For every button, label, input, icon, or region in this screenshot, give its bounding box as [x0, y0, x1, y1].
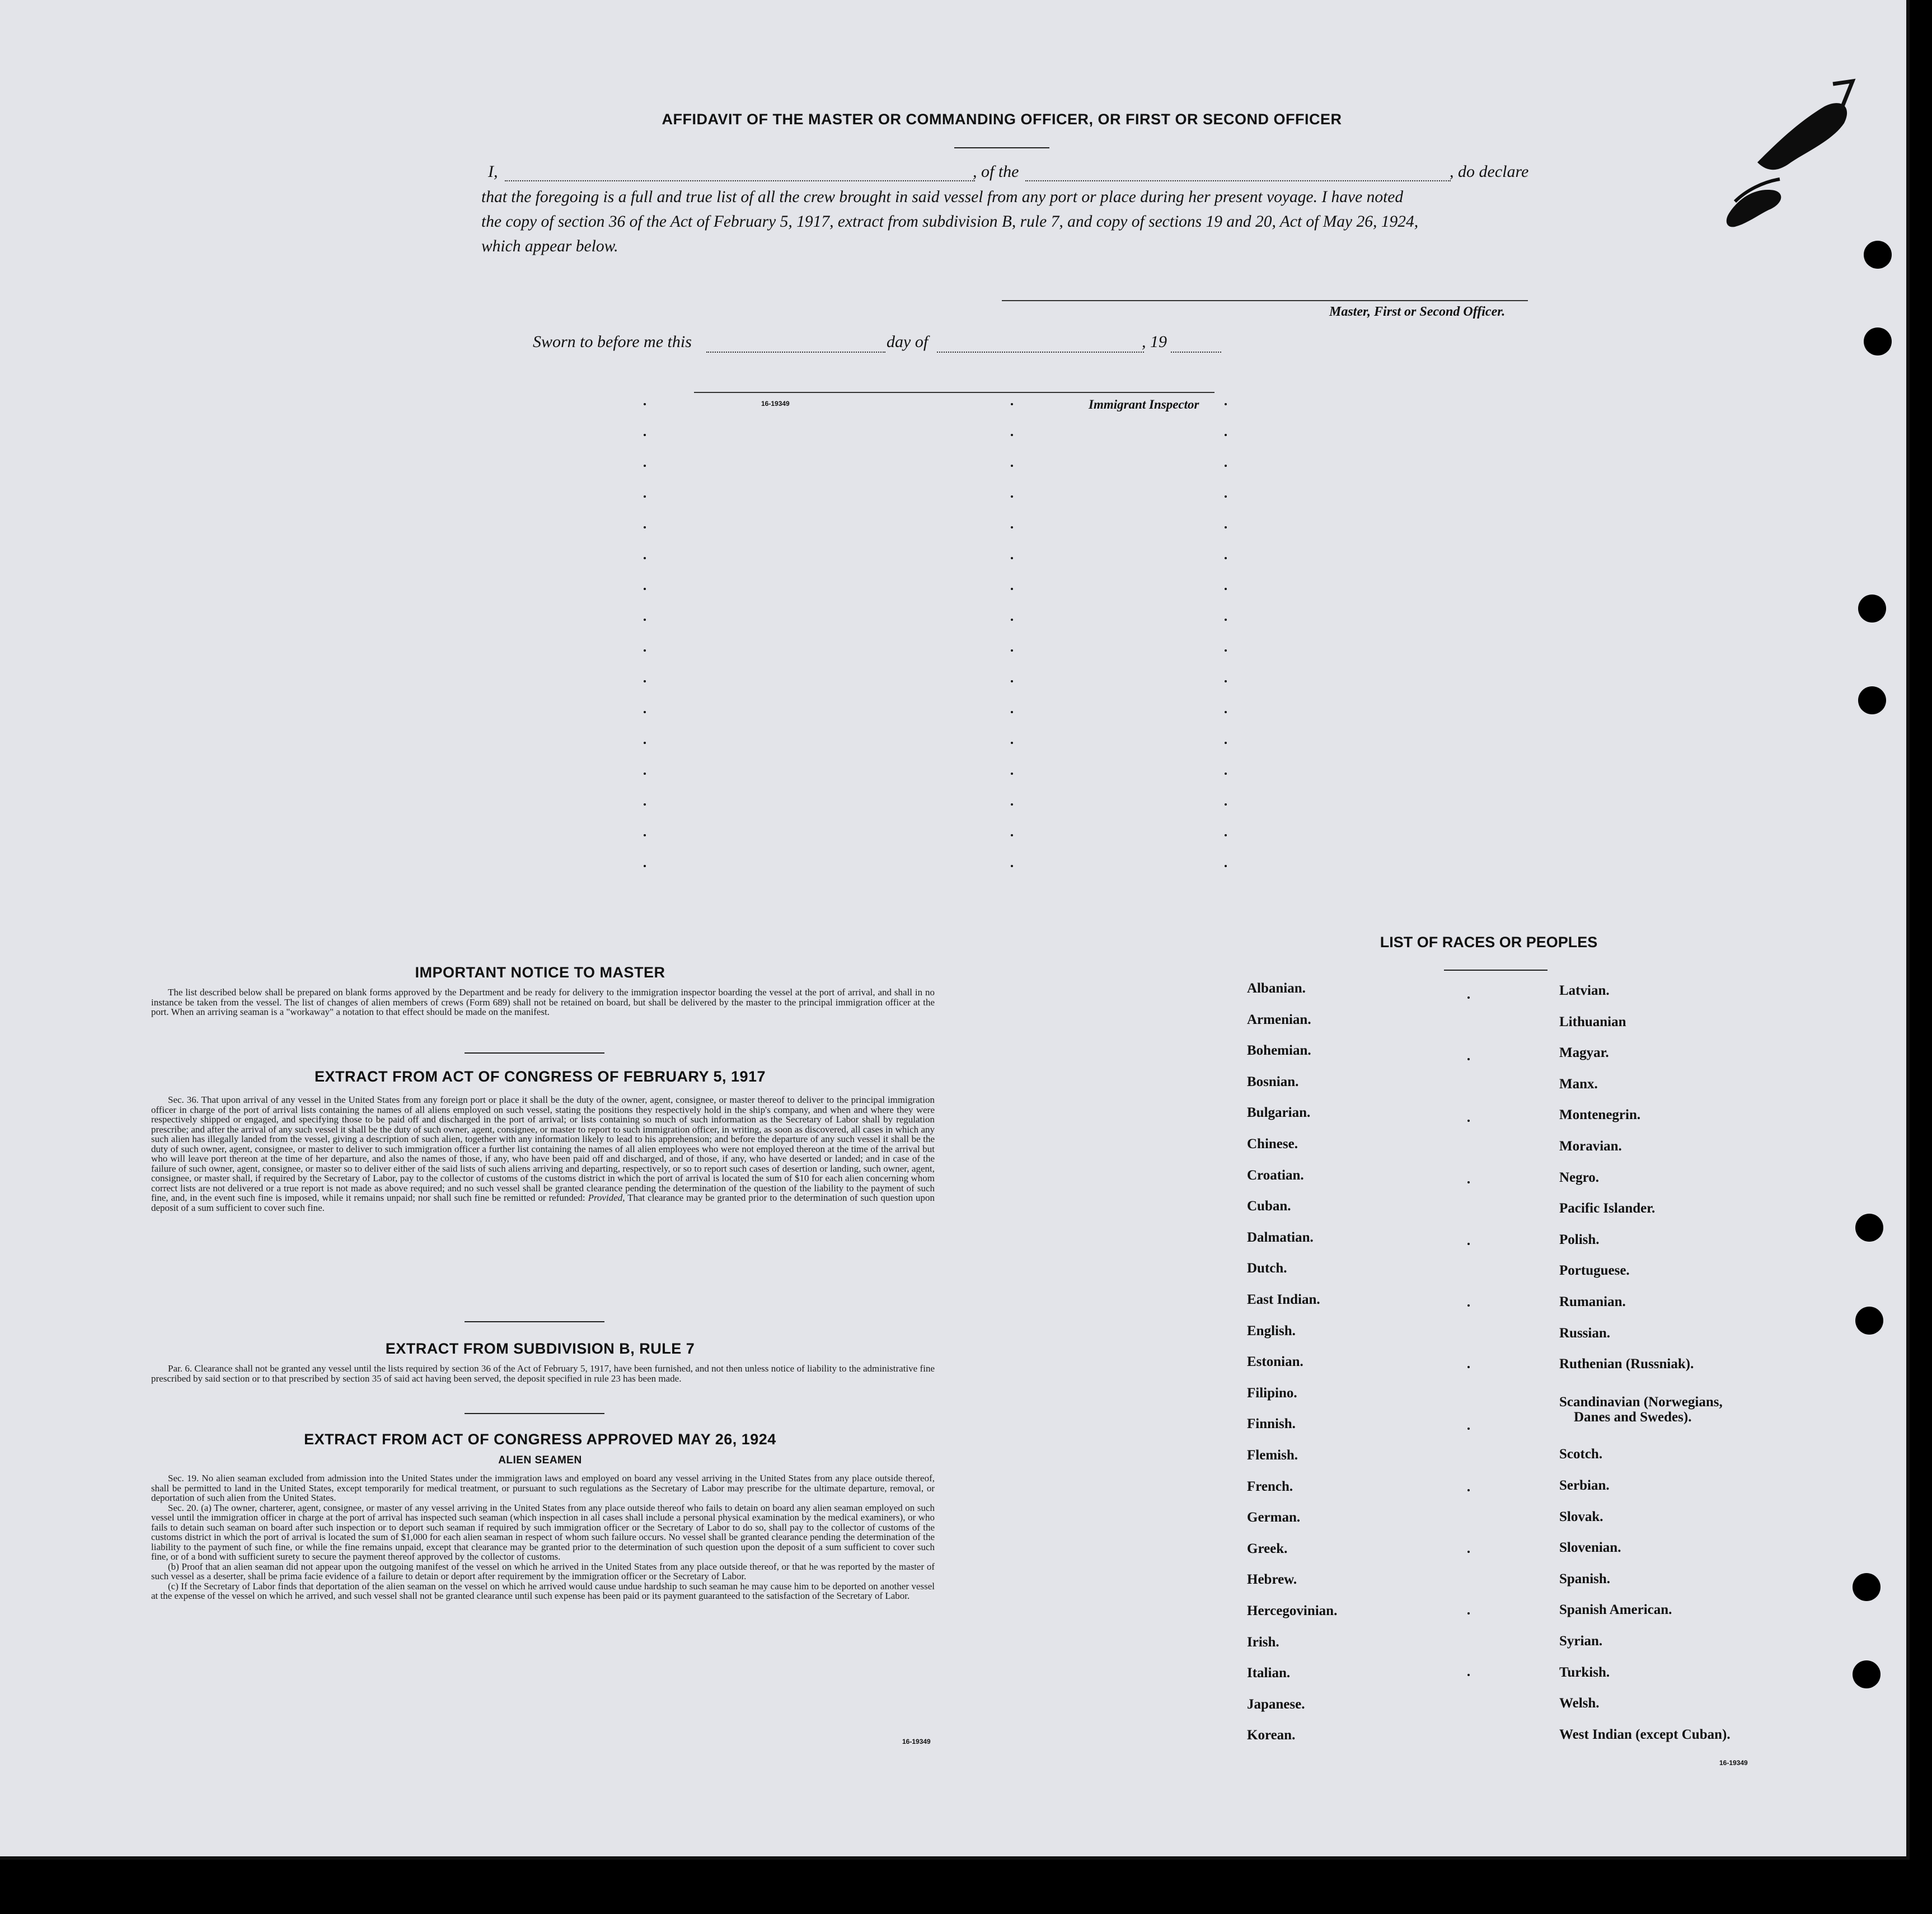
- column-dot: [1011, 803, 1013, 806]
- column-dot: [644, 557, 646, 559]
- race-item: Spanish.: [1559, 1571, 1611, 1587]
- corner-mark: [1827, 78, 1861, 118]
- extract-1924-title: EXTRACT FROM ACT OF CONGRESS APPROVED MAY 26, 1924: [304, 1431, 776, 1448]
- column-dot: [1225, 557, 1227, 559]
- column-dot: [644, 434, 646, 436]
- sworn-day-blank[interactable]: [706, 352, 885, 353]
- race-item: Armenian.: [1247, 1012, 1311, 1027]
- column-dot: [1011, 526, 1013, 528]
- column-dot: [1225, 742, 1227, 744]
- extract-1917-paragraph: [151, 1095, 935, 1213]
- extract-1924-text: [151, 1473, 935, 1601]
- race-item: Estonian.: [1247, 1354, 1303, 1370]
- column-dot: [1011, 495, 1013, 498]
- race-item: Chinese.: [1247, 1136, 1298, 1152]
- extract-1917-text: [151, 1095, 935, 1213]
- column-dot: [644, 649, 646, 652]
- punch-hole: [1858, 686, 1886, 714]
- race-item: Finnish.: [1247, 1416, 1296, 1432]
- column-dot: [644, 865, 646, 867]
- race-item: Bohemian.: [1247, 1043, 1311, 1059]
- rule7-title: EXTRACT FROM SUBDIVISION B, RULE 7: [385, 1340, 695, 1357]
- race-item: Serbian.: [1559, 1478, 1610, 1493]
- column-dot: [1225, 588, 1227, 590]
- sworn-year-blank[interactable]: [1171, 352, 1221, 353]
- race-item: Portuguese.: [1559, 1263, 1630, 1279]
- affidavit-do-declare: , do declare: [1450, 162, 1529, 181]
- alien-seamen-subtitle: ALIEN SEAMEN: [498, 1454, 582, 1466]
- column-dot: [644, 773, 646, 775]
- signature-caption: Master, First or Second Officer.: [1329, 305, 1506, 319]
- column-dot: [1011, 403, 1013, 405]
- affidavit-i: I,: [488, 162, 498, 181]
- race-item: German.: [1247, 1510, 1301, 1525]
- punch-hole: [1864, 327, 1892, 355]
- column-dot: [644, 495, 646, 498]
- form-number-right: 16-19349: [1719, 1759, 1748, 1767]
- race-item: Japanese.: [1247, 1696, 1305, 1712]
- race-item: Turkish.: [1559, 1664, 1610, 1680]
- race-item: French.: [1247, 1478, 1293, 1494]
- inspector-signature-line[interactable]: [694, 392, 1214, 393]
- column-dot: [1225, 803, 1227, 806]
- race-item: Bosnian.: [1247, 1074, 1299, 1089]
- column-dot: [1467, 1551, 1470, 1553]
- column-dot: [1467, 1243, 1470, 1245]
- race-item: Polish.: [1559, 1232, 1600, 1247]
- punch-hole: [1858, 595, 1886, 623]
- race-item: Flemish.: [1247, 1448, 1298, 1463]
- column-dot: [644, 680, 646, 682]
- column-dot: [1011, 773, 1013, 775]
- column-dot: [1225, 495, 1227, 498]
- race-item: Moravian.: [1559, 1139, 1622, 1154]
- sworn-month-blank[interactable]: [937, 352, 1144, 353]
- column-dot: [1467, 1428, 1470, 1430]
- race-item: Negro.: [1559, 1169, 1600, 1185]
- column-dot: [1467, 1058, 1470, 1060]
- column-dot: [1011, 557, 1013, 559]
- sec-19-paragraph: Sec. 19. No alien seaman excluded from admission into the United States under the immigration laws and employed on board any vessel arriving in the United States from any place outside thereof, shall be permitted to land in the United States, except temporarily for medical treatment, or pursuant to such regulations as the Secretary of Labor may prescribe for the ultimate departure, removal, or deportation of such alien from the United States.: [151, 1473, 935, 1503]
- race-item: Slovak.: [1559, 1509, 1603, 1524]
- punch-hole: [1853, 1573, 1881, 1601]
- race-item: Irish.: [1247, 1634, 1279, 1650]
- column-dot: [1467, 1489, 1470, 1491]
- extract-1917-body: Sec. 36. That upon arrival of any vessel in the United States from any foreign port or place it shall be the duty of the owner, agent, consignee, or master thereof to deliver to the principal immigration officer in charge of the port of arrival lists containing the names of all aliens employed on such vessel, stating the positions they respectively hold in the ship's company, and when and where they were respectively shipped or engaged, and specifying those to be paid off and discharged in the port of arrival; or lists containing so much of such information as the Secretary of Labor shall by regulation prescribe; and after the arrival of any such vessel it shall be the duty of such owner, agent, consignee, or master to report to such immigration officer, in writing, as soon as discovered, all cases in which any such alien has illegally landed from the vessel, giving a description of such alien, together with any information likely to lead to his apprehension; and before the departure of any such vessel it shall be the duty of such owner, agent, consignee, or master to deliver to such immigration officer a further list containing the names of all alien employees who were not employed thereon at the time of the arrival but who will leave port thereon at the time of her departure, and also the names of those, if any, who have been paid off and discharged, and of those, if any, who have deserted or landed; and in case of the failure of such owner, agent, consignee, or master so to deliver either of the said lists of such aliens arriving and departing, respectively, or so to report such cases of desertion or landing, such owner, agent, consignee, or master shall, if required by the Secretary of Labor, pay to the collector of customs of the customs district in which the port of arrival is located the sum of $10 for each alien concerning whom correct lists are not delivered or a true report is not made as above required; and no such vessel shall be granted clearance pending the determination of the question of the liability to the payment of such fine, and, in the event such fine is imposed, while it remains unpaid; nor shall such fine be remitted or refunded:: [151, 1094, 935, 1203]
- race-item: West Indian (except Cuban).: [1559, 1726, 1731, 1742]
- rule7-text: [151, 1364, 935, 1383]
- rule7-paragraph: Par. 6. Clearance shall not be granted any vessel until the lists required by section 36 of the Act of February 5, 1917, have been furnished, and not then unless notice of liability to the administrative fine prescribed by said section or to that prescribed by section 35 of said act having been served, the deposit specified in rule 23 has been made.: [151, 1363, 935, 1384]
- column-dot: [644, 403, 646, 405]
- notice-paragraph: The list described below shall be prepared on blank forms approved by the Department and be ready for delivery to the immigration inspector boarding the vessel at the port of arrival, and shall in no instance be taken from the vessel. The list of changes of alien members of crews (Form 689) shall not be retained on board, but shall be delivered by the master to the principal immigration officer at the port. When an arriving seaman is a "workaway" a notation to that effect should be made on the manifest.: [151, 987, 935, 1017]
- race-item: Dutch.: [1247, 1261, 1287, 1276]
- sworn-year-prefix: , 19: [1142, 333, 1167, 351]
- race-item: Pacific Islander.: [1559, 1201, 1656, 1216]
- column-dot: [1225, 619, 1227, 621]
- notice-text: [151, 988, 935, 1017]
- race-item: Korean.: [1247, 1728, 1296, 1743]
- race-item: Syrian.: [1559, 1634, 1603, 1649]
- form-number-top: 16-19349: [761, 400, 790, 408]
- extract-1917-title: EXTRACT FROM ACT OF CONGRESS OF FEBRUARY 5, 1917: [314, 1068, 766, 1085]
- column-dot: [1225, 834, 1227, 836]
- punch-hole: [1853, 1660, 1881, 1688]
- punch-hole: [1864, 241, 1892, 269]
- column-dot: [1011, 680, 1013, 682]
- divider-1: [465, 1052, 604, 1054]
- column-dot: [1467, 1304, 1470, 1307]
- column-dot: [1225, 680, 1227, 682]
- column-dot: [644, 526, 646, 528]
- column-dot: [1225, 465, 1227, 467]
- punch-hole: [1855, 1307, 1883, 1335]
- race-item: Italian.: [1247, 1665, 1291, 1681]
- race-item: Spanish American.: [1559, 1602, 1672, 1618]
- race-item: Manx.: [1559, 1076, 1598, 1092]
- column-dot: [1467, 1181, 1470, 1183]
- race-item: Slovenian.: [1559, 1540, 1621, 1556]
- column-dot: [1011, 711, 1013, 713]
- race-item: Hercegovinian.: [1247, 1603, 1338, 1618]
- affidavit-title: AFFIDAVIT OF THE MASTER OR COMMANDING OFFICER, OR FIRST OR SECOND OFFICER: [662, 111, 1342, 128]
- name-blank-line[interactable]: [505, 180, 975, 181]
- notice-title: IMPORTANT NOTICE TO MASTER: [415, 964, 665, 981]
- column-dot: [644, 588, 646, 590]
- column-dot: [1011, 465, 1013, 467]
- race-item: Albanian.: [1247, 981, 1306, 996]
- race-item: Scotch.: [1559, 1447, 1603, 1462]
- column-dot: [644, 742, 646, 744]
- race-item: East Indian.: [1247, 1292, 1320, 1307]
- form-number-left: 16-19349: [902, 1738, 931, 1745]
- signature-line[interactable]: [1002, 300, 1528, 301]
- punch-hole: [1855, 1214, 1883, 1242]
- column-dot: [1225, 649, 1227, 652]
- column-dot: [1467, 1366, 1470, 1368]
- column-dot: [1011, 588, 1013, 590]
- race-item: Magyar.: [1559, 1045, 1609, 1061]
- proviso-text: That clearance may be granted prior to the determination of such question upon deposit of a sum sufficient to cover such fine.: [151, 1192, 935, 1213]
- column-dot: [1011, 742, 1013, 744]
- column-dot: [1225, 526, 1227, 528]
- race-item: English.: [1247, 1323, 1296, 1339]
- column-dot: [1011, 834, 1013, 836]
- affidavit-of-the: , of the: [973, 162, 1019, 181]
- affidavit-body-line-3: which appear below.: [481, 237, 618, 255]
- column-dot: [644, 619, 646, 621]
- column-dot: [644, 465, 646, 467]
- affidavit-body-line-1: that the foregoing is a full and true list of all the crew brought in said vessel from any port or place during her present voyage. I have noted: [481, 188, 1404, 206]
- sec-20b-paragraph: (b) Proof that an alien seaman did not appear upon the outgoing manifest of the vessel on which he arrived in the United States from any place outside thereof, or that he was reported by the master of such vessel as a deserter, shall be prima facie evidence of a failure to detain or deport after requirement by the immigration officer or the Secretary of Labor.: [151, 1561, 935, 1581]
- column-dot: [644, 711, 646, 713]
- column-dot: [1467, 1612, 1470, 1615]
- affidavit-body-line-2: the copy of section 36 of the Act of February 5, 1917, extract from subdivision B, rule 7, and copy of sections 19 and 20, Act of May 26, 1924,: [481, 213, 1419, 231]
- sec-20a-paragraph: Sec. 20. (a) The owner, charterer, agent, consignee, or master of any vessel arriving in the United States from any place outside thereof who fails to detain on board any alien seaman employed on such vessel until the immigration officer in charge at the port of arrival has inspected such seaman (which inspection in all cases shall include a personal physical examination by the medical examiners), or who fails to detain such seaman on board after such inspection or to deport such seaman if required by such immigration officer or the Secretary of Labor to do so, shall pay to the collector of customs of the customs district in which the port of arrival is located the sum of $1,000 for each alien seaman in respect of whom such failure occurs. No vessel shall be granted clearance pending the determination of the liability to the payment of such fine, or while the fine remains unpaid, except that clearance may be granted prior to the determination of such question upon the deposit of a sum sufficient to cover such fine, or of a bond with sufficient surety to secure the payment thereof approved by the collector of customs.: [151, 1502, 935, 1562]
- race-item: Greek.: [1247, 1541, 1288, 1556]
- race-item: Dalmatian.: [1247, 1229, 1314, 1245]
- race-item: Filipino.: [1247, 1385, 1297, 1401]
- divider-3: [465, 1413, 604, 1414]
- race-item: Latvian.: [1559, 983, 1610, 998]
- column-dot: [644, 834, 646, 836]
- race-item: Montenegrin.: [1559, 1107, 1641, 1123]
- column-dot: [1011, 619, 1013, 621]
- sworn-label: Sworn to before me this: [533, 333, 692, 351]
- column-dot: [1225, 403, 1227, 405]
- races-title: LIST OF RACES OR PEOPLES: [1380, 934, 1598, 951]
- race-item: Bulgarian.: [1247, 1105, 1311, 1121]
- race-item: Welsh.: [1559, 1696, 1600, 1711]
- race-item: Hebrew.: [1247, 1572, 1297, 1588]
- title-underline: [954, 147, 1049, 148]
- column-dot: [1467, 1120, 1470, 1122]
- proviso-word: Provided,: [588, 1192, 625, 1203]
- column-dot: [644, 803, 646, 806]
- column-dot: [1011, 649, 1013, 652]
- column-dot: [1225, 434, 1227, 436]
- sec-20c-paragraph: (c) If the Secretary of Labor finds that deportation of the alien seaman on the vessel on which he arrived would cause undue hardship to such seaman he may cause him to be deported on another vessel at the expense of the vessel on which he arrived, and such vessel shall not be granted clearance until such expense has been paid or its payment guaranteed to the satisfaction of the Secretary of Labor.: [151, 1580, 935, 1601]
- vessel-blank-line[interactable]: [1025, 180, 1451, 181]
- divider-2: [465, 1321, 604, 1322]
- race-item: Lithuanian: [1559, 1014, 1626, 1029]
- race-item: Danes and Swedes).: [1574, 1410, 1692, 1425]
- column-dot: [1011, 865, 1013, 867]
- column-dot: [1011, 434, 1013, 436]
- column-dot: [1225, 865, 1227, 867]
- sworn-day-of: day of: [887, 333, 929, 351]
- race-item: Cuban.: [1247, 1199, 1291, 1214]
- races-underline: [1444, 970, 1548, 971]
- column-dot: [1225, 711, 1227, 713]
- inspector-caption: Immigrant Inspector: [1089, 397, 1199, 411]
- column-dot: [1225, 773, 1227, 775]
- race-item: Russian.: [1559, 1325, 1611, 1341]
- column-dot: [1467, 1674, 1470, 1676]
- column-dot: [1467, 996, 1470, 999]
- race-item: Ruthenian (Russniak).: [1559, 1356, 1694, 1372]
- race-item: Croatian.: [1247, 1167, 1304, 1183]
- race-item: Rumanian.: [1559, 1294, 1626, 1309]
- race-item: Scandinavian (Norwegians,: [1559, 1394, 1723, 1410]
